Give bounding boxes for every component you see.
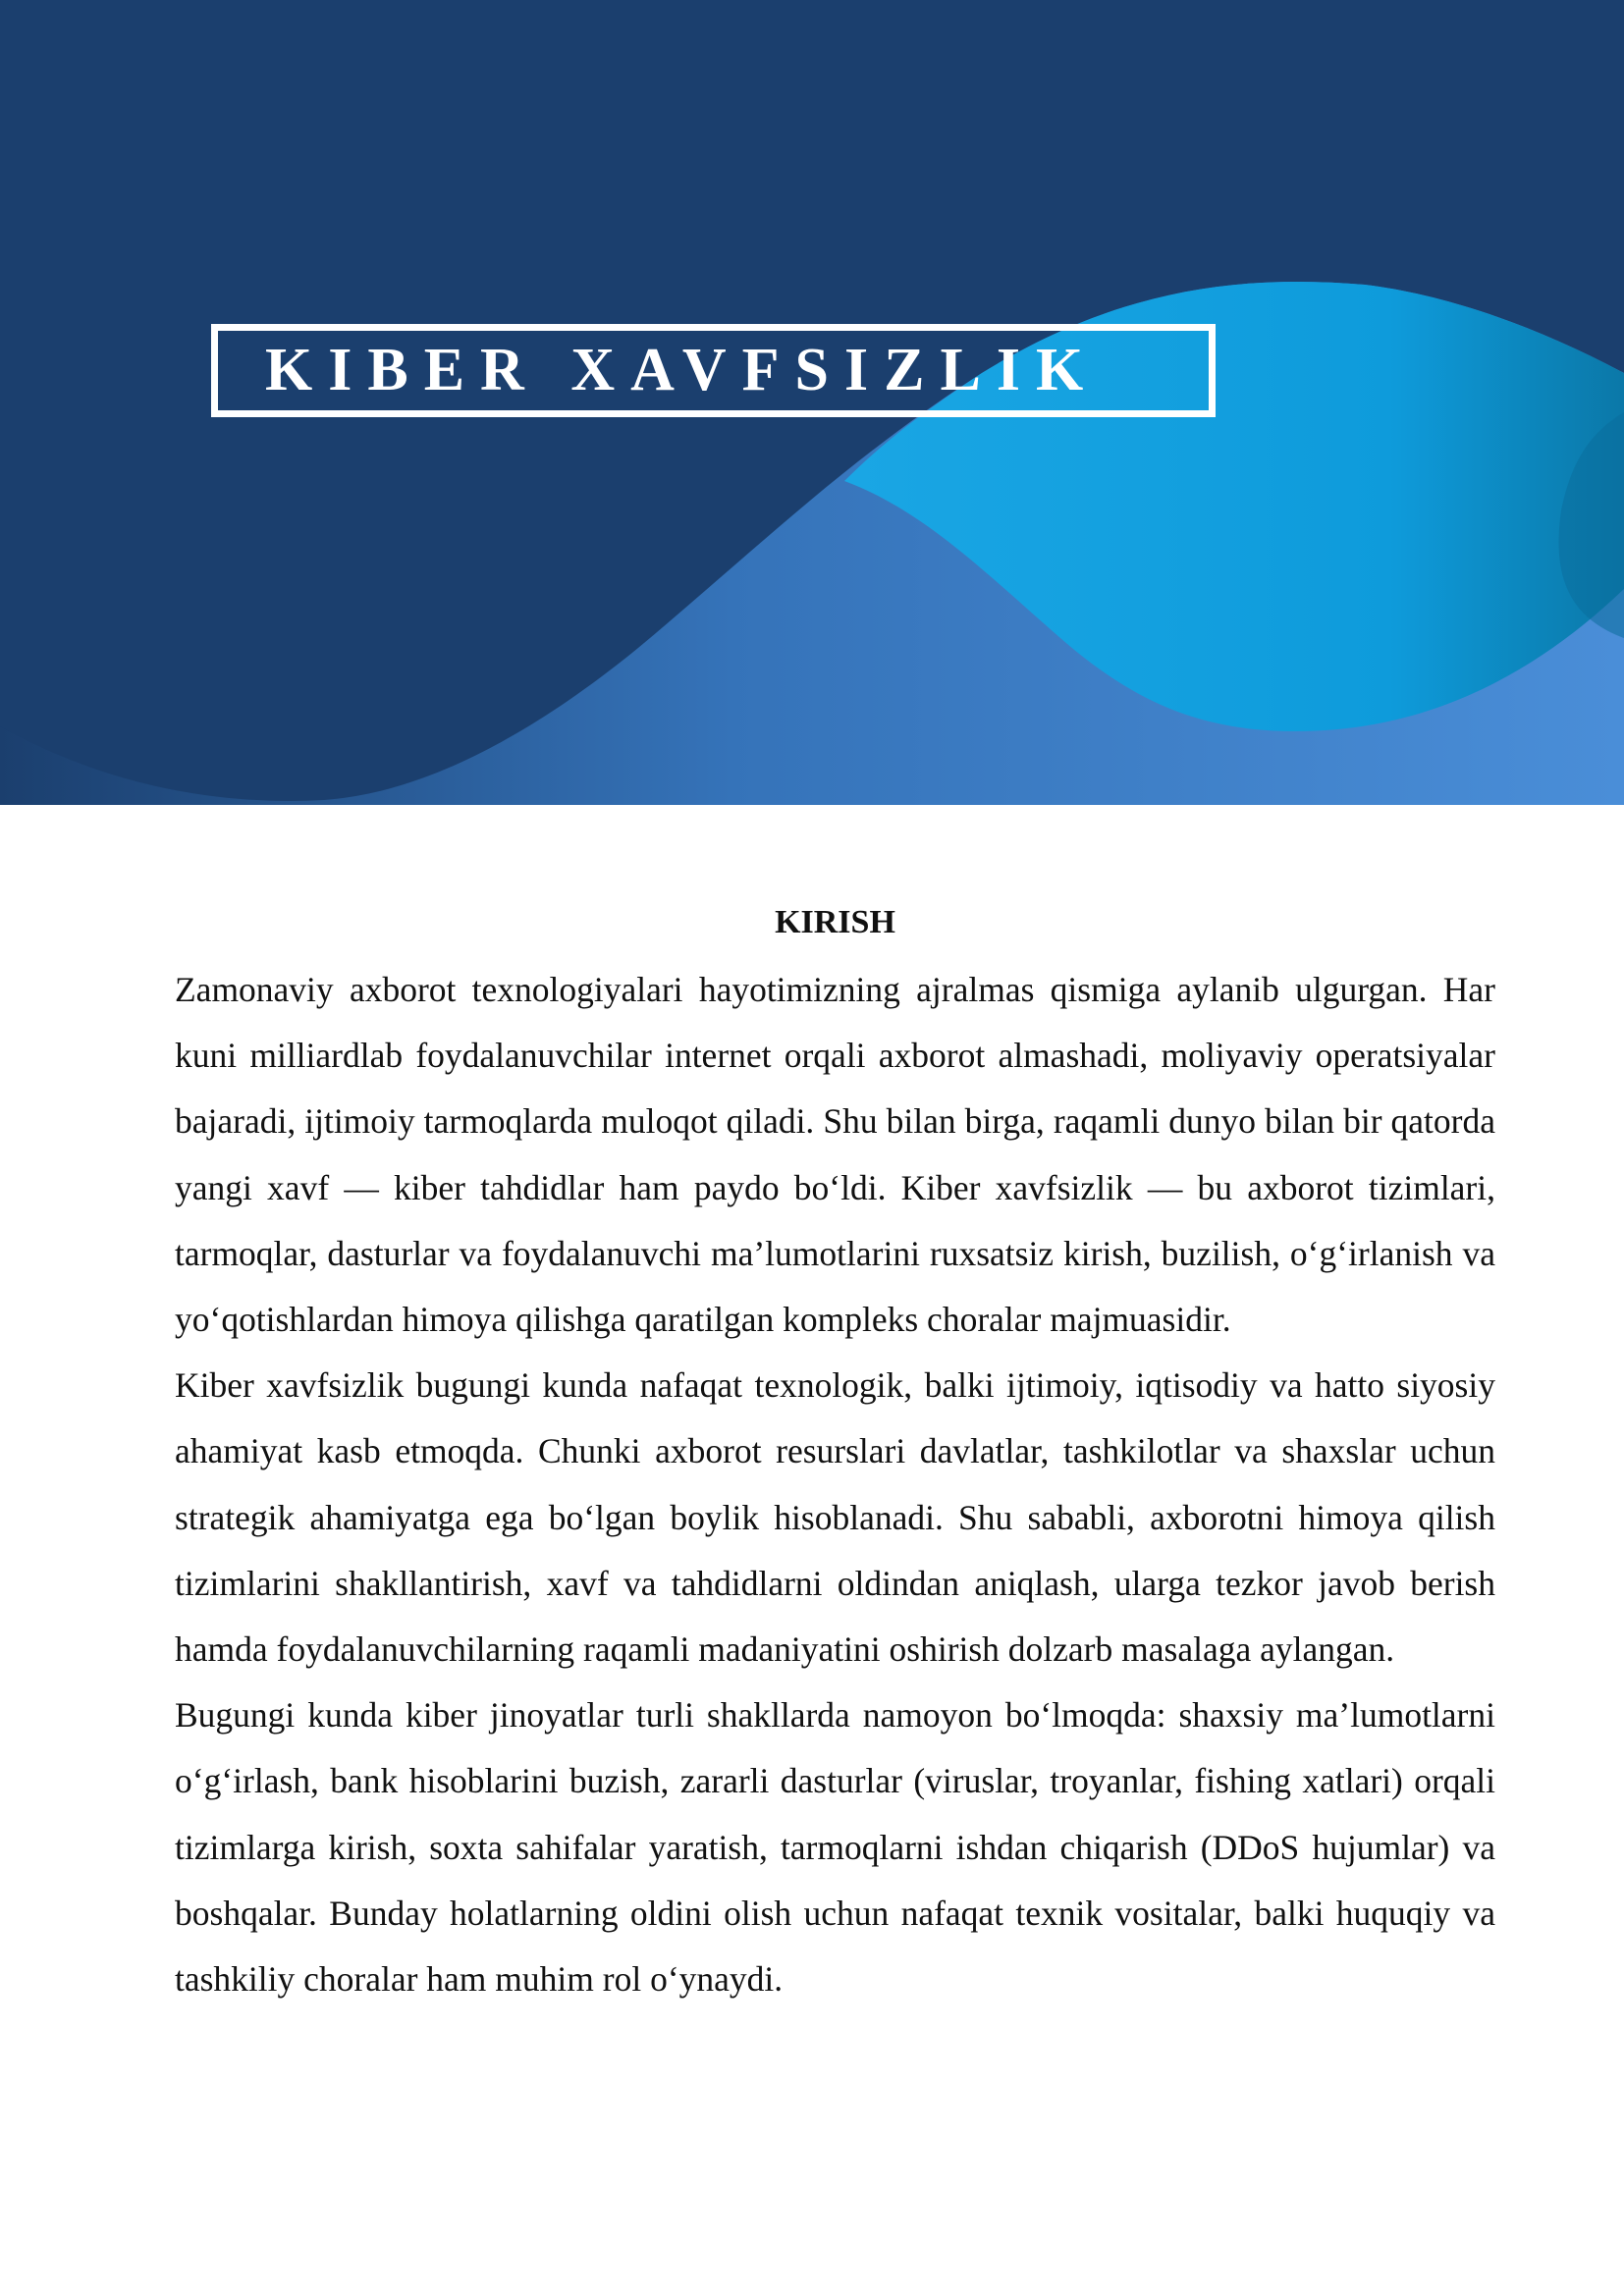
paragraph-importance: Kiber xavfsizlik bugungi kunda nafaqat texnologik, balki ijtimoiy, iqtisodiy va hatto siyosiy ahamiyat kasb etmoqda. Chunki axborot resurslari davlatlar, tashkilotlar va shaxslar uchun strategik ahamiyatga ega bo‘lgan boylik hisoblanadi. Shu sababli, axborotni himoya qilish tizimlarini shakllantirish, xavf va tahdidlarni oldindan aniqlash, ularga tezkor javob berish hamda foydalanuvchilarning raqamli madaniyatini oshirish dolzarb masalaga aylangan. (175, 1365, 1495, 1670)
paragraph-cybercrime: Bugungi kunda kiber jinoyatlar turli shakllarda namoyon bo‘lmoqda: shaxsiy ma’lumotlarni o‘g‘irlash, bank hisoblarini buzish, zararli dasturlar (viruslar, troyanlar, fishing xatlari) orqali tizimlarga kirish, soxta sahifalar yaratish, tarmoqlarni ishdan chiqarish (DDoS hujumlar) va boshqalar. Bunday holatlarning oldini olish uchun nafaqat texnik vositalar, balki huquqiy va tashkiliy choralar ham muhim rol o‘ynaydi. (175, 1695, 1495, 2000)
section-heading: KIRISH (775, 904, 895, 940)
paragraph-introduction: Zamonaviy axborot texnologiyalari hayotimizning ajralmas qismiga aylanib ulgurgan. Har kuni milliardlab foydalanuvchilar internet orqali axborot almashadi, moliyaviy operatsiyalar bajaradi, ijtimoiy tarmoqlarda muloqot qiladi. Shu bilan birga, raqamli dunyo bilan bir qatorda yangi xavf — kiber tahdidlar ham paydo bo‘ldi. Kiber xavfsizlik — bu axborot tizimlari, tarmoqlar, dasturlar va foydalanuvchi ma’lumotlarini ruxsatsiz kirish, buzilish, o‘g‘irlanish va yo‘qotishlardan himoya qilishga qaratilgan kompleks choralar majmuasidir. (175, 970, 1495, 1340)
document-title: KIBER XAVFSIZLIK (265, 337, 1100, 403)
document-body (175, 888, 1495, 2012)
title-frame (211, 324, 1216, 417)
